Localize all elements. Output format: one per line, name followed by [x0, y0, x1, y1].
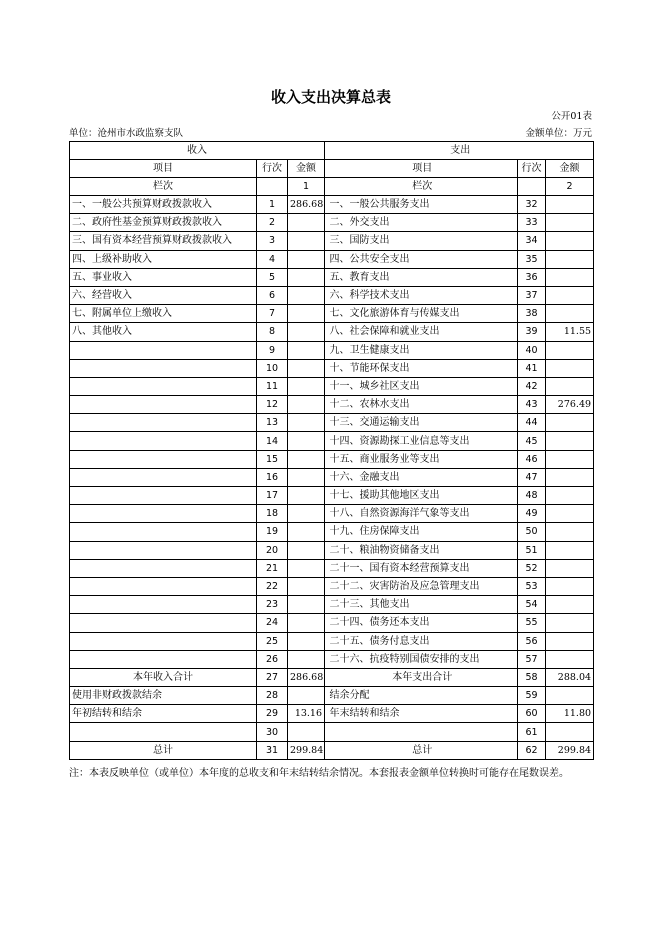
expense-item: 二十六、抗疫特别国债安排的支出 — [328, 650, 518, 668]
table-row — [70, 396, 594, 414]
expense-amount — [546, 523, 594, 541]
income-item — [70, 450, 257, 468]
expense-line-header: 行次 — [518, 160, 546, 178]
income-line-no: 12 — [257, 396, 288, 414]
expense-amount — [546, 650, 594, 668]
income-line-no: 4 — [257, 250, 288, 268]
expense-item: 八、社会保障和就业支出 — [328, 323, 518, 341]
expense-amount: 276.49 — [546, 396, 594, 414]
expense-section-header: 支出 — [328, 142, 594, 160]
income-line-header: 行次 — [257, 160, 288, 178]
expense-amount: 11.80 — [546, 705, 594, 723]
expense-amount: 299.84 — [546, 741, 594, 759]
expense-item: 本年支出合计 — [328, 668, 518, 686]
table-row — [70, 196, 594, 214]
expense-amount: 288.04 — [546, 668, 594, 686]
expense-item: 一、一般公共服务支出 — [328, 196, 518, 214]
income-item — [70, 432, 257, 450]
income-line-no: 23 — [257, 596, 288, 614]
expense-amount — [546, 377, 594, 395]
expense-amount — [546, 687, 594, 705]
expense-item — [328, 723, 518, 741]
table-row — [70, 450, 594, 468]
table-row — [70, 632, 594, 650]
expense-column-number: 2 — [546, 178, 594, 196]
table-row — [70, 487, 594, 505]
income-item: 一、一般公共预算财政拨款收入 — [70, 196, 257, 214]
income-item — [70, 377, 257, 395]
expense-amount-header: 金额 — [546, 160, 594, 178]
expense-item: 九、卫生健康支出 — [328, 341, 518, 359]
income-amount — [288, 505, 325, 523]
table-row — [70, 723, 594, 741]
unit-label: 单位：沧州市水政监察支队 — [69, 128, 184, 139]
expense-amount — [546, 359, 594, 377]
income-item: 二、政府性基金预算财政拨款收入 — [70, 214, 257, 232]
income-line-no: 26 — [257, 650, 288, 668]
expense-line-no: 49 — [518, 505, 546, 523]
column-header-row — [70, 160, 594, 178]
expense-line-no: 42 — [518, 377, 546, 395]
expense-item: 二十三、其他支出 — [328, 596, 518, 614]
income-line-no: 2 — [257, 214, 288, 232]
page-title: 收入支出决算总表 — [270, 88, 391, 106]
income-line-no: 15 — [257, 450, 288, 468]
income-item — [70, 468, 257, 486]
income-amount — [288, 650, 325, 668]
income-item — [70, 723, 257, 741]
expense-amount — [546, 305, 594, 323]
income-item: 七、附属单位上缴收入 — [70, 305, 257, 323]
expense-line-no: 60 — [518, 705, 546, 723]
expense-line-no: 55 — [518, 614, 546, 632]
expense-line-no: 53 — [518, 577, 546, 595]
income-amount — [288, 432, 325, 450]
income-item — [70, 341, 257, 359]
expense-item: 四、公共安全支出 — [328, 250, 518, 268]
income-line-no: 11 — [257, 377, 288, 395]
expense-line-no: 58 — [518, 668, 546, 686]
expense-amount — [546, 596, 594, 614]
income-item: 三、国有资本经营预算财政拨款收入 — [70, 232, 257, 250]
expense-line-no: 32 — [518, 196, 546, 214]
income-amount — [288, 723, 325, 741]
income-line-no: 1 — [257, 196, 288, 214]
income-amount — [288, 632, 325, 650]
income-amount — [288, 596, 325, 614]
income-line-no: 19 — [257, 523, 288, 541]
income-line-no: 21 — [257, 559, 288, 577]
expense-line-no: 40 — [518, 341, 546, 359]
table-row — [70, 650, 594, 668]
expense-item: 十二、农林水支出 — [328, 396, 518, 414]
income-line-no: 31 — [257, 741, 288, 759]
income-item: 八、其他收入 — [70, 323, 257, 341]
expense-amount — [546, 468, 594, 486]
expense-item: 二十二、灾害防治及应急管理支出 — [328, 577, 518, 595]
expense-item: 十三、交通运输支出 — [328, 414, 518, 432]
expense-item: 结余分配 — [328, 687, 518, 705]
expense-line-no: 50 — [518, 523, 546, 541]
expense-item: 六、科学技术支出 — [328, 286, 518, 304]
expense-line-no: 43 — [518, 396, 546, 414]
expense-item: 七、文化旅游体育与传媒支出 — [328, 305, 518, 323]
expense-line-no: 47 — [518, 468, 546, 486]
income-amount — [288, 687, 325, 705]
expense-line-no: 59 — [518, 687, 546, 705]
income-line-no: 27 — [257, 668, 288, 686]
expense-item: 十四、资源勘探工业信息等支出 — [328, 432, 518, 450]
table-row — [70, 614, 594, 632]
expense-item: 五、教育支出 — [328, 268, 518, 286]
income-item — [70, 541, 257, 559]
income-item — [70, 487, 257, 505]
income-amount — [288, 450, 325, 468]
expense-amount — [546, 632, 594, 650]
table-row — [70, 705, 594, 723]
table-row — [70, 377, 594, 395]
income-lanci-label: 栏次 — [70, 178, 257, 196]
income-item: 六、经营收入 — [70, 286, 257, 304]
income-line-no: 8 — [257, 323, 288, 341]
income-item — [70, 396, 257, 414]
expense-item: 年末结转和结余 — [328, 705, 518, 723]
expense-amount — [546, 432, 594, 450]
expense-item: 十、节能环保支出 — [328, 359, 518, 377]
expense-lanci-label: 栏次 — [328, 178, 518, 196]
income-amount — [288, 377, 325, 395]
expense-item: 二十四、债务还本支出 — [328, 614, 518, 632]
expense-amount — [546, 577, 594, 595]
income-line-no: 16 — [257, 468, 288, 486]
expense-amount — [546, 286, 594, 304]
expense-item: 十八、自然资源海洋气象等支出 — [328, 505, 518, 523]
expense-line-no: 56 — [518, 632, 546, 650]
income-amount — [288, 214, 325, 232]
income-amount — [288, 414, 325, 432]
income-item — [70, 577, 257, 595]
income-amount — [288, 305, 325, 323]
expense-item: 二、外交支出 — [328, 214, 518, 232]
income-line-no: 22 — [257, 577, 288, 595]
expense-item-header: 项目 — [328, 160, 518, 178]
table-row — [70, 305, 594, 323]
income-line-no: 5 — [257, 268, 288, 286]
expense-amount — [546, 723, 594, 741]
income-amount — [288, 559, 325, 577]
income-amount — [288, 268, 325, 286]
section-header-row — [70, 142, 594, 160]
income-item — [70, 414, 257, 432]
table-row — [70, 668, 594, 686]
expense-item: 十一、城乡社区支出 — [328, 377, 518, 395]
expense-line-no: 48 — [518, 487, 546, 505]
expense-line-no: 33 — [518, 214, 546, 232]
income-amount: 299.84 — [288, 741, 325, 759]
income-line-no: 9 — [257, 341, 288, 359]
income-amount: 13.16 — [288, 705, 325, 723]
income-amount: 286.68 — [288, 668, 325, 686]
expense-line-no: 36 — [518, 268, 546, 286]
income-item — [70, 359, 257, 377]
income-line-no: 25 — [257, 632, 288, 650]
expense-amount — [546, 559, 594, 577]
expense-line-no: 46 — [518, 450, 546, 468]
table-row — [70, 268, 594, 286]
form-number: 公开01表 — [551, 111, 592, 122]
income-item — [70, 632, 257, 650]
income-line-no: 14 — [257, 432, 288, 450]
expense-item: 十九、住房保障支出 — [328, 523, 518, 541]
income-amount — [288, 523, 325, 541]
expense-amount — [546, 250, 594, 268]
income-line-no: 7 — [257, 305, 288, 323]
expense-amount — [546, 268, 594, 286]
income-line-no: 18 — [257, 505, 288, 523]
expense-line-no: 62 — [518, 741, 546, 759]
expense-line-no: 57 — [518, 650, 546, 668]
table-row — [70, 687, 594, 705]
income-amount — [288, 396, 325, 414]
table-row — [70, 741, 594, 759]
table-row — [70, 214, 594, 232]
income-amount — [288, 614, 325, 632]
income-line-no: 13 — [257, 414, 288, 432]
expense-item: 十六、金融支出 — [328, 468, 518, 486]
income-amount — [288, 487, 325, 505]
expense-item: 二十、粮油物资储备支出 — [328, 541, 518, 559]
expense-amount — [546, 614, 594, 632]
income-amount-header: 金额 — [288, 160, 325, 178]
expense-line-no: 44 — [518, 414, 546, 432]
income-line-no: 20 — [257, 541, 288, 559]
income-line-no: 28 — [257, 687, 288, 705]
table-row — [70, 323, 594, 341]
expense-amount: 11.55 — [546, 323, 594, 341]
income-item — [70, 650, 257, 668]
income-item — [70, 596, 257, 614]
table-row — [70, 577, 594, 595]
income-item — [70, 559, 257, 577]
income-item: 年初结转和结余 — [70, 705, 257, 723]
income-item: 四、上级补助收入 — [70, 250, 257, 268]
table-row — [70, 596, 594, 614]
income-item: 使用非财政拨款结余 — [70, 687, 257, 705]
income-amount — [288, 341, 325, 359]
income-amount — [288, 359, 325, 377]
income-item: 总计 — [70, 741, 257, 759]
income-amount: 286.68 — [288, 196, 325, 214]
income-item — [70, 523, 257, 541]
expense-item: 十七、援助其他地区支出 — [328, 487, 518, 505]
table-row — [70, 541, 594, 559]
expense-amount — [546, 450, 594, 468]
income-line-no: 29 — [257, 705, 288, 723]
expense-amount — [546, 341, 594, 359]
table-row — [70, 250, 594, 268]
table-row — [70, 432, 594, 450]
income-section-header: 收入 — [70, 142, 325, 160]
expense-item: 二十五、债务付息支出 — [328, 632, 518, 650]
expense-line-no: 34 — [518, 232, 546, 250]
income-amount — [288, 323, 325, 341]
table-row — [70, 414, 594, 432]
expense-line-no: 52 — [518, 559, 546, 577]
expense-item: 三、国防支出 — [328, 232, 518, 250]
income-amount — [288, 577, 325, 595]
income-item: 本年收入合计 — [70, 668, 257, 686]
income-item: 五、事业收入 — [70, 268, 257, 286]
expense-line-no: 37 — [518, 286, 546, 304]
income-item — [70, 505, 257, 523]
income-line-no: 30 — [257, 723, 288, 741]
expense-amount — [546, 487, 594, 505]
income-item-header: 项目 — [70, 160, 257, 178]
expense-line-no: 35 — [518, 250, 546, 268]
expense-amount — [546, 505, 594, 523]
table-row — [70, 341, 594, 359]
income-amount — [288, 468, 325, 486]
income-item — [70, 614, 257, 632]
expense-amount — [546, 541, 594, 559]
income-line-no: 10 — [257, 359, 288, 377]
expense-item: 总计 — [328, 741, 518, 759]
expense-line-no: 61 — [518, 723, 546, 741]
table-row — [70, 523, 594, 541]
expense-item: 二十一、国有资本经营预算支出 — [328, 559, 518, 577]
income-line-no: 3 — [257, 232, 288, 250]
income-column-number: 1 — [288, 178, 325, 196]
income-line-no: 6 — [257, 286, 288, 304]
expense-line-no: 41 — [518, 359, 546, 377]
income-expense-table — [69, 141, 594, 760]
expense-amount — [546, 232, 594, 250]
expense-amount — [546, 196, 594, 214]
expense-lanci-blank — [518, 178, 546, 196]
table-row — [70, 559, 594, 577]
table-row — [70, 286, 594, 304]
expense-line-no: 39 — [518, 323, 546, 341]
income-line-no: 24 — [257, 614, 288, 632]
expense-item: 十五、商业服务业等支出 — [328, 450, 518, 468]
expense-line-no: 38 — [518, 305, 546, 323]
income-amount — [288, 286, 325, 304]
expense-amount — [546, 214, 594, 232]
table-row — [70, 232, 594, 250]
table-row — [70, 359, 594, 377]
income-lanci-blank — [257, 178, 288, 196]
money-unit-label: 金额单位：万元 — [525, 128, 592, 139]
expense-line-no: 54 — [518, 596, 546, 614]
expense-amount — [546, 414, 594, 432]
income-amount — [288, 250, 325, 268]
footnote: 注：本表反映单位（或单位）本年度的总收支和年末结转结余情况。本套报表金额单位转换时可能存在尾数误差。 — [69, 768, 569, 779]
table-row — [70, 468, 594, 486]
income-line-no: 17 — [257, 487, 288, 505]
income-amount — [288, 232, 325, 250]
expense-line-no: 51 — [518, 541, 546, 559]
column-number-row — [70, 178, 594, 196]
table-row — [70, 505, 594, 523]
expense-line-no: 45 — [518, 432, 546, 450]
income-amount — [288, 541, 325, 559]
